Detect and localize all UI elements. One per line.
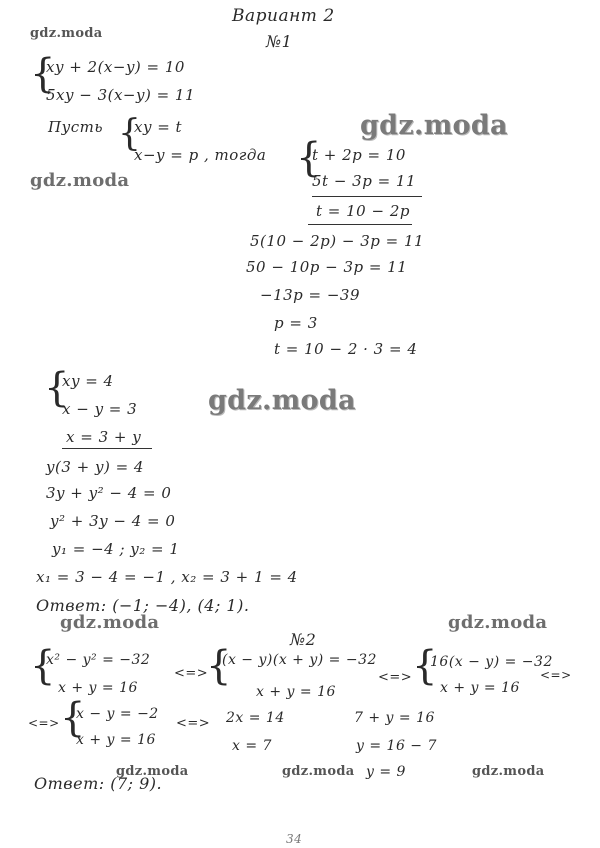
solve-step-5: t = 10 − 2 · 3 = 4	[274, 340, 418, 358]
system-brace: {	[44, 365, 70, 411]
watermark: gdz.moda	[60, 612, 160, 633]
answer-2: Ответ: (7; 9).	[34, 774, 163, 793]
watermark: gdz.moda	[116, 764, 189, 779]
watermark: gdz.moda	[448, 612, 548, 633]
watermark: gdz.moda	[208, 385, 356, 416]
system-g-eq2: x + y = 16	[76, 732, 156, 748]
system-c-eq2: x − y = 3	[62, 400, 138, 418]
equivalence-sign: <=>	[176, 716, 211, 731]
system-brace: {	[296, 135, 322, 181]
system-b-eq2: 5t − 3p = 11	[312, 172, 417, 190]
solve-line-1: y(3 + y) = 4	[46, 458, 144, 476]
substitution-2: x−y = p , тогда	[134, 146, 267, 164]
express-t: t = 10 − 2p	[316, 202, 410, 220]
underline	[308, 224, 412, 225]
system-brace: {	[30, 643, 56, 689]
task-2-number: №2	[290, 630, 317, 649]
solve-x-2: x = 7	[232, 738, 272, 754]
system-brace: {	[30, 51, 56, 97]
system-brace: {	[412, 643, 438, 689]
system-brace: {	[60, 695, 86, 741]
system-b-eq1: t + 2p = 10	[312, 146, 406, 164]
underline	[312, 196, 422, 197]
system-a-eq1: xy + 2(x−y) = 10	[46, 58, 185, 76]
solve-step-1: 5(10 − 2p) − 3p = 11	[250, 232, 425, 250]
system-f-eq2: x + y = 16	[440, 680, 520, 696]
page-number-fragment: 34	[286, 832, 303, 846]
system-c-eq1: xy = 4	[62, 372, 114, 390]
underline	[62, 448, 152, 449]
watermark: gdz.moda	[30, 26, 103, 41]
task-1-number: №1	[266, 32, 293, 51]
watermark: gdz.moda	[360, 110, 508, 141]
equivalence-sign: <=>	[378, 670, 413, 685]
system-a-eq2: 5xy − 3(x−y) = 11	[46, 86, 196, 104]
roots-y: y₁ = −4 ; y₂ = 1	[52, 540, 180, 558]
solve-x-1: 2x = 14	[226, 710, 285, 726]
equivalence-sign: <=>	[174, 666, 209, 681]
system-g-eq1: x − y = −2	[76, 706, 159, 722]
system-e-eq2: x + y = 16	[256, 684, 336, 700]
system-d-eq1: x² − y² = −32	[46, 652, 151, 668]
watermark: gdz.moda	[472, 764, 545, 779]
substitution-1: xy = t	[134, 118, 183, 136]
answer-1: Ответ: (−1; −4), (4; 1).	[36, 596, 250, 615]
system-f-eq1: 16(x − y) = −32	[430, 654, 553, 670]
solve-step-4: p = 3	[274, 314, 318, 332]
solve-line-3: y² + 3y − 4 = 0	[50, 512, 176, 530]
solve-step-2: 50 − 10p − 3p = 11	[246, 258, 408, 276]
equivalence-sign: <=>	[540, 668, 572, 682]
solve-line-2: 3y + y² − 4 = 0	[46, 484, 172, 502]
system-brace: {	[206, 643, 232, 689]
solve-step-3: −13p = −39	[260, 286, 361, 304]
system-e-eq1: (x − y)(x + y) = −32	[222, 652, 377, 668]
watermark: gdz.moda	[30, 170, 130, 191]
variant-title: Вариант 2	[232, 6, 335, 26]
solve-y-3: y = 9	[366, 764, 406, 780]
roots-x: x₁ = 3 − 4 = −1 , x₂ = 3 + 1 = 4	[36, 568, 298, 586]
express-x: x = 3 + y	[66, 428, 142, 446]
solve-y-1: 7 + y = 16	[354, 710, 435, 726]
solve-y-2: y = 16 − 7	[356, 738, 437, 754]
watermark: gdz.moda	[282, 764, 355, 779]
let-word: Пусть	[48, 118, 104, 136]
equivalence-sign: <=>	[28, 716, 60, 730]
system-brace: {	[118, 113, 141, 154]
system-d-eq2: x + y = 16	[58, 680, 138, 696]
